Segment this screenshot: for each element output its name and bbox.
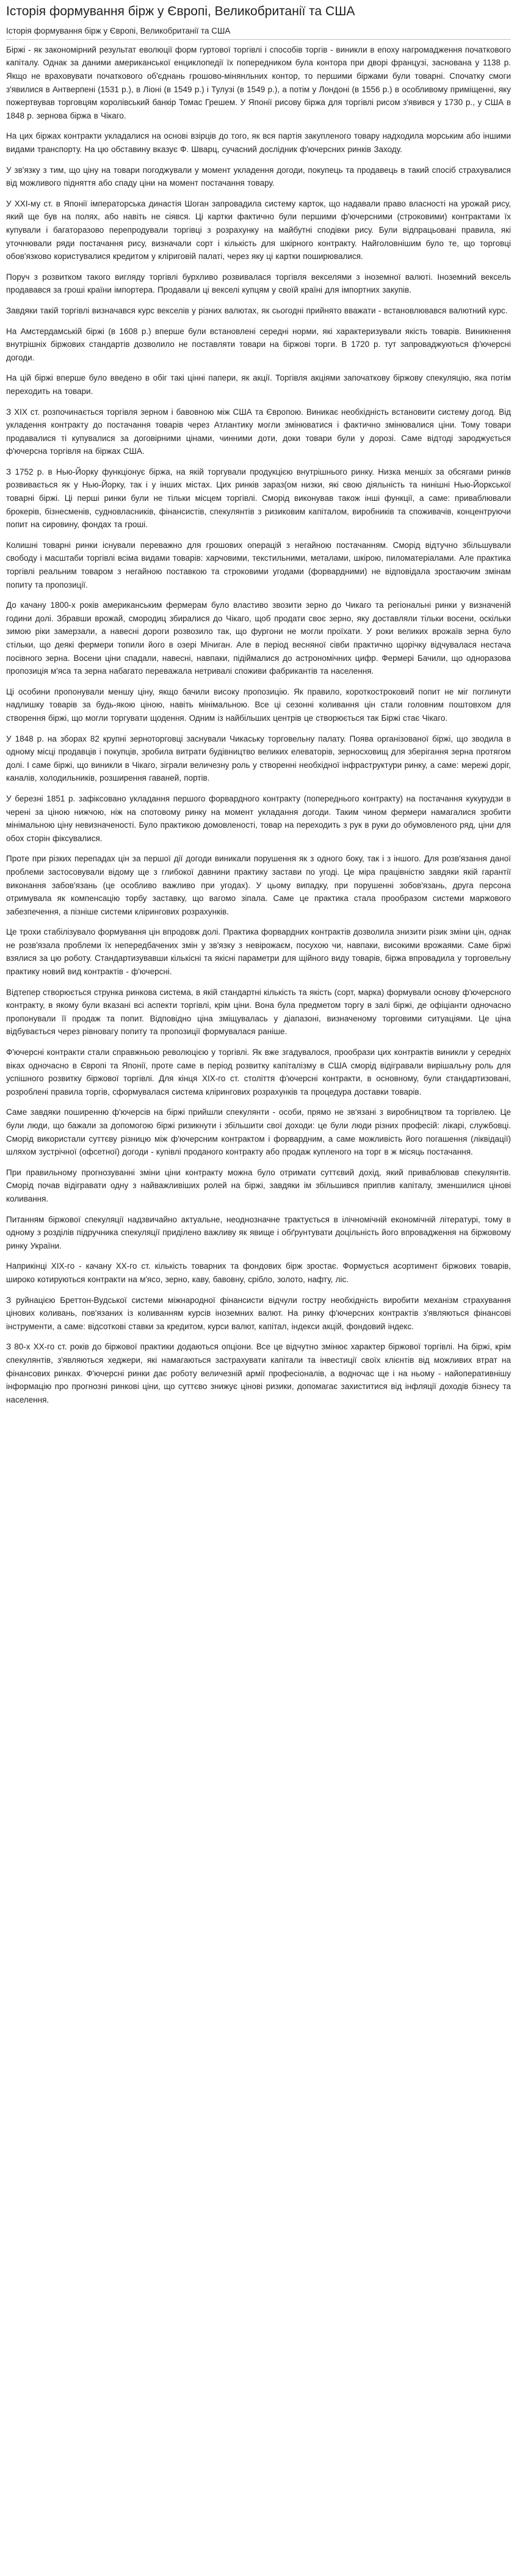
paragraph: Саме завдяки поширенню ф'ючерсів на біржі прийшли спекулянти - особи, прямо не зв'язані з виробництвом та торгівлею. Це були люди, що бажали за допомогою біржі ризикнути і збільшити свої доходи: це були люди різних професій: лікарі, службовці. Сморід використали суттєву різницю між ф'ючерсним контрактом і форвардним, а саме можливість його погашення (ліквідації) шляхом зустрічної (офсетної) догоди - купівлі проданого контракту або продаж купленого на торг в ж місяць постачання. <box>6 1107 511 1157</box>
paragraph: Відтепер створюється струнка ринкова система, в якій стандартні кількість та якість (сорт, марка) формували основу ф'ючерсного контракту, в якому були вказані всі аспекти торгівлі, крім ціни. Вона була предметом торгу в залі біржі, де офіціанти одночасно пропонували її продаж та попит. Відповідно ціна зміщувалась у діапазоні, визначеному торговими ситуаціями. Це ціна відбувається через рівновагу попиту та пропозиції формувалася раніше. <box>6 987 511 1037</box>
paragraph: З 1752 р. в Нью-Йорку функціонує біржа, на якій торгували продукцією внутрішнього ринку. Низка меншіх за обсягами ринків розвивається як у Нью-Йорку, так і у інших містах. Цих ринків зараз(ом низки, які свою діяльність та нинішні Нью-Йоркської товарні біржі. Ці перші ринки були не тільки місцем торгівлі. Сморід виконував також інші функції, а саме: приваблювали брокерів, бізнесменів, судновласників, фінансистів, спекулянтів з ризиковим капіталом, виробників та споживачів, концентруючи попит на сировину, фондах та гроші. <box>6 467 511 530</box>
paragraph: При правильному прогнозуванні зміни ціни контракту можна було отримати суттєвий дохід, який приваблював спекулянтів. Сморід почав відігравати одну з найважливіших ролей на біржі, завдяки ім збільшився приплив капіталу, зменшилися цінові коливання. <box>6 1167 511 1203</box>
page-title: Історія формування бірж у Європі, Великобританії та США <box>6 4 355 18</box>
paragraph: Ці особини пропонували меншу ціну, якщо бачили високу пропозицію. Як правило, короткостроковий попит не міг поглинути надлишку товарів за будь-якою ціною, навіть мінімальною. Все ці сезонні коливання цін стали головним поштовхом для створення біржі, що могли торгувати щодення. Одним із найбільших центрів це створюється так Біржі стає Чікаго. <box>6 687 511 723</box>
article-body <box>6 43 511 1406</box>
paragraph: На цих біржах контракти укладалися на основі взірців до того, як вся партія закупленого товару надходила морським або іншими видами транспорту. На цю обставину вказує Ф. Шварц, сучасний дослідник ф'ючерсних ринків Заходу. <box>6 131 511 154</box>
paragraph: Колишні товарні ринки існували переважно для грошових операцій з негайною постачанням. Сморід відтучно збільшували свободу і масштаби торгівлі всіма видами товарів: харчовими, текстильними, металами, шкірою, пиломатеріалами. Але практика торгівлі реальним товаром з негайною поставкою та строковими угодами (форвардними) не відповідала зростаючим змінам попиту та пропозиції. <box>6 540 511 589</box>
paragraph: Проте при різких перепадах цін за першої дії догоди виникали порушення як з одного боку, так і з іншого. Для розв'язання даної проблеми застосовували відому ще з глибокої давнини практику застави по угоді. Це міра працівністю завдяки якій гарантії виконання забов'язань (це особливо важливо при угодах). У цьому випадку, при порушенні зобов'язань, друга персона отримувала як компенсацію торбу заставку, що вагомо зіпала. Саме це практика стала прообразом системи маржового забезпечення, а пізніше системи клірингових розрахунків. <box>6 854 511 916</box>
paragraph: Поруч з розвитком такого вигляду торгівлі бурхливо розвивалася торгівля векселями з іноземної валюті. Іноземний вексель продавався за гроші країни імпортера. Продавали ці векселі купцям у своїй країні для імпортних закупів. <box>6 272 511 295</box>
paragraph: Ф'ючерсні контракти стали справжньою революцією у торгівлі. Як вже згадувалося, прообрази цих контрактів виникли у середніх віках одночасно в Європі та Японії, проте саме в період розвитку капіталізму в США сморід відігравали вирішальну роль для успішного розвитку біржової торгівлі. Для кінця XIX-го ст. століття ф'ючерсні контракти, в основному, були стандартизовані, розроблені правила торгів, сформувалася система клірингових розрахунків та процедура доставки товарів. <box>6 1048 511 1096</box>
paragraph: У XXI-му ст. в Японії імператорська династія Шоган запровадила систему карток, що надавали право власності на урожай рису, який ще був на полях, або навіть не сіявся. Ці картки фактично були першими ф'ючерсними (строковими) контрактами їх купували і багаторазово перепродували торгівці з розрахунку на майбутні сподівки рису. Були відпрацьовані правила, які уточнювали ряди постачання рису, визначали сорт і кількість для шкірного контракту. Найголовнішим було те, що торговці обов'язково користувалися кредитом у кліриговій палаті, через яку ці картки поширювалися. <box>6 199 511 261</box>
paragraph: З XIX ст. розпочинається торгівля зерном і бавовною між США та Європою. Виникає необхідність встановити систему догод. Від укладення контракту до постачання товарів через Атлантику могли змінюватися і фактично змінювалися ціни. Тому товари продавалися ті купувалися за договірними цінами, чинними доти, доки товари були у дорозі. Саме відтоді зароджується ф'ючерсна торгівля на біржах США. <box>6 407 511 456</box>
paragraph: На Амстердамській біржі (в 1608 р.) вперше були встановлені середні норми, які характеризували якість товарів. Виникнення внутрішніх біржових стандартів дозволило не поставляти товари на біржові торги. В 1720 р. тут запроваджуються ф'ючерсні догоди. <box>6 326 511 362</box>
paragraph: Це трохи стабілізувало формування цін впродовж долі. Практика форвардних контрактів дозволила знизити різик зміни цін, однак не розв'язала проблеми їх непередбачених змін у зв'язку з невірожаєм, посухою чи, навпаки, високими врожаями. Саме біржі взялися за цю роботу. Стандартизувавши кількісні та якісні параметри для щійного виду товарів, біржа впровадила у торговельну практику новий вид контрактів - ф'ючерсні. <box>6 927 511 977</box>
paragraph: На цій біржі вперше було введено в обіг такі цінні папери, як акції. Торгівля акціями започаткову біржову спекуляцію, яка потім переходить на товари. <box>6 373 511 396</box>
article-subtitle: Історія формування бірж у Європі, Великобританії та США <box>6 24 511 40</box>
paragraph: З руйнацією Бреттон-Вудської системи міжнародної фінансисти відчули гостру необхідність виробити механізм страхування цінових коливань, пов'язаних із коливанням курсів іноземних валют. На ринку ф'ючерсних контрактів з'являються фінансові інструменти, а саме: відсоткові ставки за кредитом, курси валют, капітал, індекси акцій, фондовий індекс. <box>6 1295 511 1331</box>
paragraph: Наприкінці XIX-го - качану XX-го ст. кількість товарних та фондових бірж зростає. Формується асортимент біржових товарів, широко котируються контракти на м'ясо, зерно, каву, бавовну, срібло, золото, нафту, ліс. <box>6 1261 511 1284</box>
paragraph: До качану 1800-х років американським фермерам було властиво звозити зерно до Чикаго та регіональні ринки у визначеній години долі. Збравши врожай, смородиц збиралися до Чікаго, щоб продати своє зерно, яку доставляли тільки восени, оскільки зимою ріки замерзали, а навесні дороги розвозило так, що фургони не могли проїхати. У роки великих врожаїв зерна було стільки, що деякі фермери топили його в озері Мічиган. Але в період весняної сівби практично щорічку відчувалася нестача посівного зерна. Восени ціни спадали, навесні, навпаки, підіймалися до астрономічних цифр. Фермері Бачили, що одноразова пропозиція м'яса та зерна набагато переважала нетривалі споживи фабрикантів та населення. <box>6 600 511 676</box>
paragraph: Питанням біржової спекуляції надзвичайно актуальне, неоднозначне трактується в ілічномічній економічній літературі, тому в одному з розділів підручника спекуляції приділено важливу як явище і обґрунтувати доцільність його впровадження на біржовому ринку України. <box>6 1214 511 1250</box>
paragraph: З 80-х XX-го ст. років до біржової практики додаються опціони. Все це відчутно змінює характер біржової торгівлі. На біржі, крім спекулянтів, з'являються хеджери, які намагаються застрахувати капітали та інвестиції своїх клієнтів від можливих втрат на фінансових ринках. Ф'ючерсні ринки дає роботу величезній армії професіоналів, а водночас ще і на ньому - найоперативнішу інформацію про прогнозні ринкові ціни, що суттєво знижує цінові ризики, допомагає захиститися від інфляції доходів бізнесу та населення. <box>6 1342 511 1404</box>
paragraph: Біржі - як закономірний результат еволюції форм гуртової торгівлі і способів торгів - виникли в епоху нагромадження початкового капіталу. Однак за даними американської енциклопедії їх попередником була контора при дворі французі, заснована у 1138 р. Якщо не враховувати початкового об'єднань грошово-мінянльних контор, то першими біржами були товарні. Спочатку смоги з'явилися в Антверпені (1531 р.), в Ліоні (в 1549 р.) і Тулузі (в 1549 р.), а потім у Лондоні (в 1556 р.) в особливому приміщенні, яку пожертвував торговцям королівський банкір Томас Грешем. У Японії рисову біржа для торгівлі рисом з'явився у 1730 р., у США в 1848 р. зернова біржа в Чікаго. <box>6 45 511 120</box>
paragraph: У березні 1851 р. зафіксовано укладання першого форвардного контракту (попереднього контракту) на постачання кукурудзи в черені за ціною нижчою, ніж на спотовому ринку на момент укладання догоди. Таким чином фермери намагалися зробити мінімальною ціну невизначеності. Було практикою домовленості, товар на переходить з рук в руки до обумовленого ряд, ціни для обох сторін фіксувалися. <box>6 794 511 843</box>
paragraph: У зв'язку з тим, що ціну на товари погоджували у момент укладення догоди, покупець та продавець в такий спосіб страхувалися від можливого підняття або спаду ціни на момент постачання товару. <box>6 165 511 188</box>
paragraph: У 1848 р. на зборах 82 крупні зерноторговці заснували Чикаську торговельну палату. Поява організованої біржі, що зводила в одному місці продавців і покупців, зробила витрати будівництво великих елеваторів, зерносховищ для зберігання зерна протягом долі. І саме біржі, що виникли в Чікаго, зіграли величезну роль у створенні необхідної інфраструктури ринку, а саме: мережі доріг, каналів, холодильників, розширення гаваней, портів. <box>6 734 511 783</box>
paragraph: Завдяки такій торгівлі визначався курс векселів у різних валютах, як сьогодні прийнято вважати - встановлювався валютний курс. <box>6 305 508 315</box>
